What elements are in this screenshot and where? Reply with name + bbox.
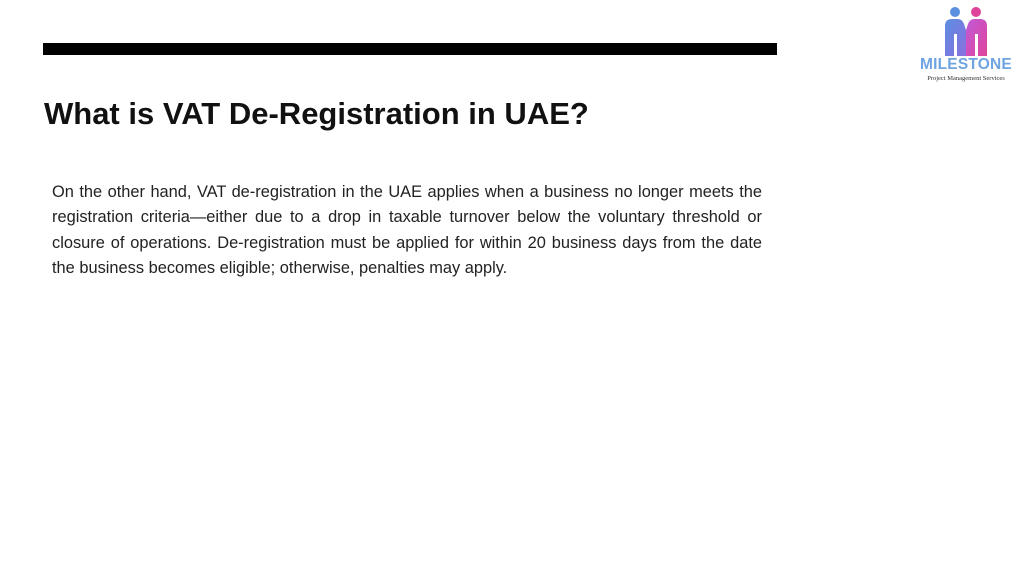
milestone-logo: [908, 4, 1024, 84]
logo-name: MILESTONE: [920, 56, 1012, 73]
title-rule: [43, 43, 777, 55]
slide-title: What is VAT De-Registration in UAE?: [44, 96, 589, 131]
milestone-people-icon: [942, 6, 990, 58]
logo-tagline: Project Management Services: [927, 75, 1005, 82]
slide-body-text: On the other hand, VAT de-registration in the UAE applies when a business no longer meets the registration criteria—either due to a drop in taxable turnover below the voluntary threshold or closure of operations. De-registration must be applied for within 20 business days from the date the business becomes eligible; otherwise, penalties may apply.: [52, 183, 762, 278]
